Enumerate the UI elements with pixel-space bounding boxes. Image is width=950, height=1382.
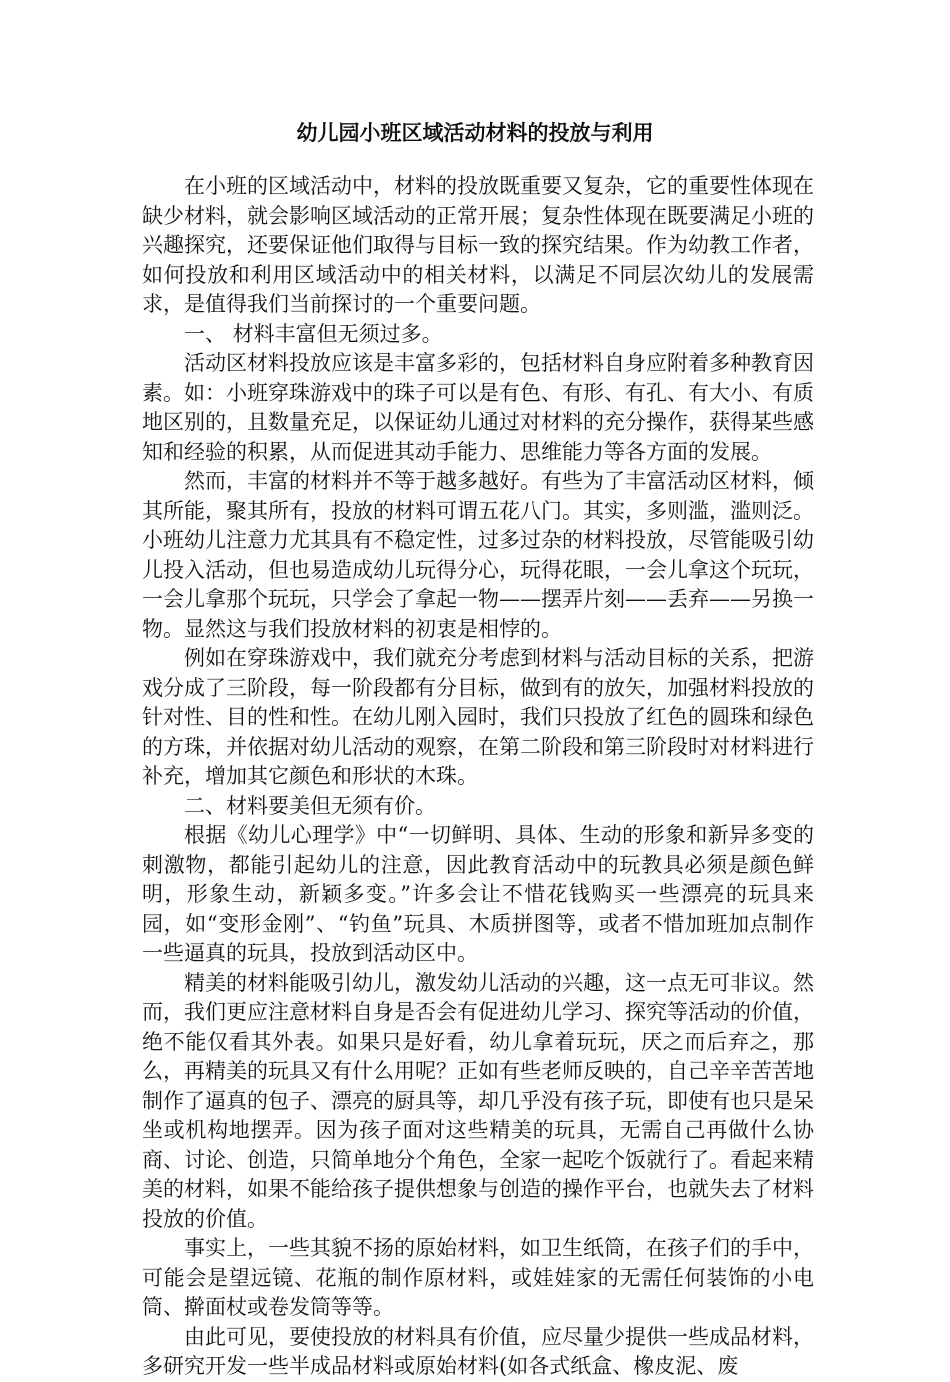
paragraph: 由此可见，要使投放的材料具有价值，应尽量少提供一些成品材料，多研究开发一些半成品材料或原始材料(如各式纸盒、橡皮泥、废: [142, 1324, 814, 1378]
page-title: 幼儿园小班区域活动材料的投放与利用: [296, 120, 654, 145]
paragraph: 根据《幼儿心理学》中“一切鲜明、具体、生动的形象和新异多变的刺激物，都能引起幼儿的注意，因此教育活动中的玩教具必须是颜色鲜明，形象生动，新颖多变。”许多会让不惜花钱购买一些漂亮的玩具来园，如“变形金刚”、“钓鱼”玩具、木质拼图等，或者不惜加班加点制作一些逼真的玩具，投放到活动区中。: [142, 823, 814, 965]
paragraph: 事实上，一些其貌不扬的原始材料，如卫生纸筒，在孩子们的手中，可能会是望远镜、花瓶的制作原材料，或娃娃家的无需任何装饰的小电筒、擀面杖或卷发筒等等。: [142, 1236, 814, 1319]
paragraph: 例如在穿珠游戏中，我们就充分考虑到材料与活动目标的关系，把游戏分成了三阶段，每一阶段都有分目标，做到有的放矢，加强材料投放的针对性、目的性和性。在幼儿刚入园时，我们只投放了红色的圆珠和绿色的方珠，并依据对幼儿活动的观察，在第二阶段和第三阶段时对材料进行补充，增加其它颜色和形状的木珠。: [142, 646, 814, 788]
section-heading-2: 二、材料要美但无须有价。: [184, 793, 436, 818]
section-heading-1: 一、 材料丰富但无须过多。: [184, 321, 443, 346]
document-body: [142, 172, 814, 1382]
paragraph: 精美的材料能吸引幼儿，激发幼儿活动的兴趣，这一点无可非议。然而，我们更应注意材料自身是否会有促进幼儿学习、探究等活动的价值，绝不能仅看其外表。如果只是好看，幼儿拿着玩玩，厌之而后弃之，那么，再精美的玩具又有什么用呢？正如有些老师反映的，自己辛辛苦苦地制作了逼真的包子、漂亮的厨具等，却几乎没有孩子玩，即使有也只是呆坐或机构地摆弄。因为孩子面对这些精美的玩具，无需自己再做什么协商、讨论、创造，只简单地分个角色，全家一起吃个饭就行了。看起来精美的材料，如果不能给孩子提供想象与创造的操作平台，也就失去了材料投放的价值。: [142, 970, 814, 1231]
paragraph: 活动区材料投放应该是丰富多彩的，包括材料自身应附着多种教育因素。如：小班穿珠游戏中的珠子可以是有色、有形、有孔、有大小、有质地区别的，且数量充足，以保证幼儿通过对材料的充分操作，获得某些感知和经验的积累，从而促进其动手能力、思维能力等各方面的发展。: [142, 351, 814, 464]
paragraph: 然而，丰富的材料并不等于越多越好。有些为了丰富活动区材料，倾其所能，聚其所有，投放的材料可谓五花八门。其实，多则滥，滥则泛。小班幼儿注意力尤其具有不稳定性，过多过杂的材料投放，尽管能吸引幼儿投入活动，但也易造成幼儿玩得分心，玩得花眼，一会儿拿这个玩玩，一会儿拿那个玩玩，只学会了拿起一物——摆弄片刻——丢弃——另换一物。显然这与我们投放材料的初衷是相悖的。: [142, 469, 814, 641]
paragraph-intro: 在小班的区域活动中，材料的投放既重要又复杂，它的重要性体现在缺少材料，就会影响区域活动的正常开展；复杂性体现在既要满足小班的兴趣探究，还要保证他们取得与目标一致的探究结果。作为幼教工作者，如何投放和利用区域活动中的相关材料，以满足不同层次幼儿的发展需求，是值得我们当前探讨的一个重要问题。: [142, 174, 814, 316]
